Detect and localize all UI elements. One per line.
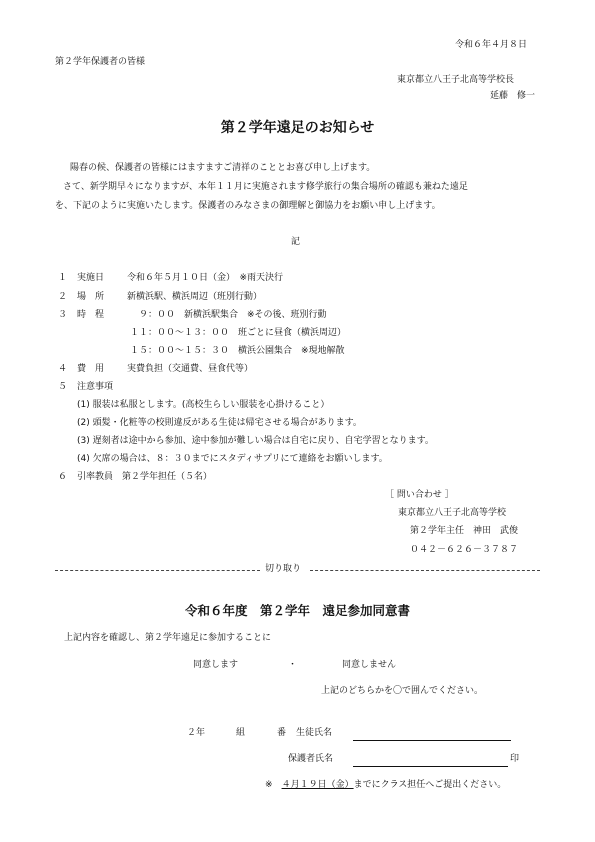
guardian-name-field[interactable] [353, 766, 508, 767]
schedule-3: １５：００～１５：３０ 横浜公園集合 ※現地解散 [130, 346, 345, 356]
page-title: 第２学年遠足のお知らせ [220, 120, 375, 136]
item-2-label: 場 所 [77, 292, 105, 302]
intro-line-3: を、下記のように実施いたします。保護者のみなさまの御理解と御協力をお願い申し上げます。 [55, 201, 441, 211]
form-title: 令和６年度 第２学年 遠足参加同意書 [184, 603, 410, 618]
disagree-option[interactable]: 同意しません [342, 660, 397, 670]
item-1-text: 令和６年５月１０日（金） ※雨天決行 [127, 273, 284, 283]
item-2-num: ２ [58, 292, 68, 302]
item-3-num: ３ [58, 310, 68, 320]
item-6-text: 引率教員 第２学年担任（５名） [77, 472, 213, 482]
contact-school: 東京都立八王子北高等学校 [398, 508, 507, 518]
item-1-label: 実施日 [77, 273, 105, 283]
item-5-label: 注意事項 [77, 382, 114, 392]
item-3-label: 時 程 [77, 310, 105, 320]
student-name-field[interactable] [353, 740, 511, 741]
note-2: (2) 頭髪・化粧等の校則違反がある生徒は帰宅させる場合があります。 [77, 418, 362, 428]
item-1-num: １ [58, 273, 68, 283]
item-6-num: ６ [58, 472, 68, 482]
intro-line-2: さて、新学期早々になりますが、本年１１月に実施されます修学旅行の集合場所の確認も兼ねた遠足 [63, 182, 468, 192]
seal-mark: 印 [510, 754, 520, 764]
form-intro: 上記内容を確認し、第２学年遠足に参加することに [64, 633, 272, 643]
item-4-text: 実費負担（交通費、昼食代等） [127, 364, 254, 374]
deadline-date: ４月１９日（金） [281, 780, 354, 790]
contact-teacher: 第２学年主任 神田 武俊 [410, 526, 519, 536]
schedule-2: １１：００～１３：００ 班ごとに昼食（横浜周辺） [130, 328, 347, 338]
note-3: (3) 遅刻者は途中から参加、途中参加が難しい場合は自宅に戻り、自宅学習となります。 [77, 436, 434, 446]
schedule-1: ９：００ 新横浜駅集合 ※その後、班別行動 [130, 310, 327, 320]
circle-instruction: 上記のどちらかを〇で囲んでください。 [321, 686, 484, 696]
ki-label: 記 [291, 237, 301, 247]
agree-option[interactable]: 同意します [193, 660, 239, 670]
recipient: 第２学年保護者の皆様 [55, 57, 146, 67]
deadline-mark: ※ [265, 780, 273, 790]
cut-label: 切り取り [265, 564, 302, 574]
contact-heading: ［ 問い合わせ ］ [385, 490, 454, 500]
note-1: (1) 服装は私服とします。(高校生らしい服装を心掛けること） [77, 400, 330, 410]
contact-phone: ０４２－６２６－３７８７ [410, 545, 519, 555]
note-4: (4) 欠席の場合は、８：３０までにスタディサプリにて連絡をお願いします。 [77, 454, 388, 464]
student-name-label: 生徒氏名 [296, 728, 333, 738]
item-4-num: ４ [58, 364, 68, 374]
cut-line-left [55, 570, 260, 571]
item-2-text: 新横浜駅、横浜周辺（班別行動） [127, 292, 263, 302]
item-4-label: 費 用 [77, 364, 105, 374]
issue-date: 令和６年４月８日 [455, 40, 528, 50]
number-label: 番 [277, 728, 287, 738]
option-separator: ・ [288, 660, 298, 670]
guardian-name-label: 保護者氏名 [288, 754, 334, 764]
grade-label: ２年 [187, 728, 206, 738]
item-5-num: ５ [58, 382, 68, 392]
school-principal: 東京都立八王子北高等学校長 [397, 75, 515, 85]
class-label: 組 [236, 728, 246, 738]
cut-line-right [310, 570, 540, 571]
principal-name: 延藤 修一 [490, 91, 536, 101]
intro-line-1: 陽春の候、保護者の皆様にはますますご清祥のこととお喜び申し上げます。 [70, 163, 376, 173]
deadline-note [265, 780, 506, 790]
deadline-rest: までにクラス担任へご提出ください。 [353, 780, 507, 790]
